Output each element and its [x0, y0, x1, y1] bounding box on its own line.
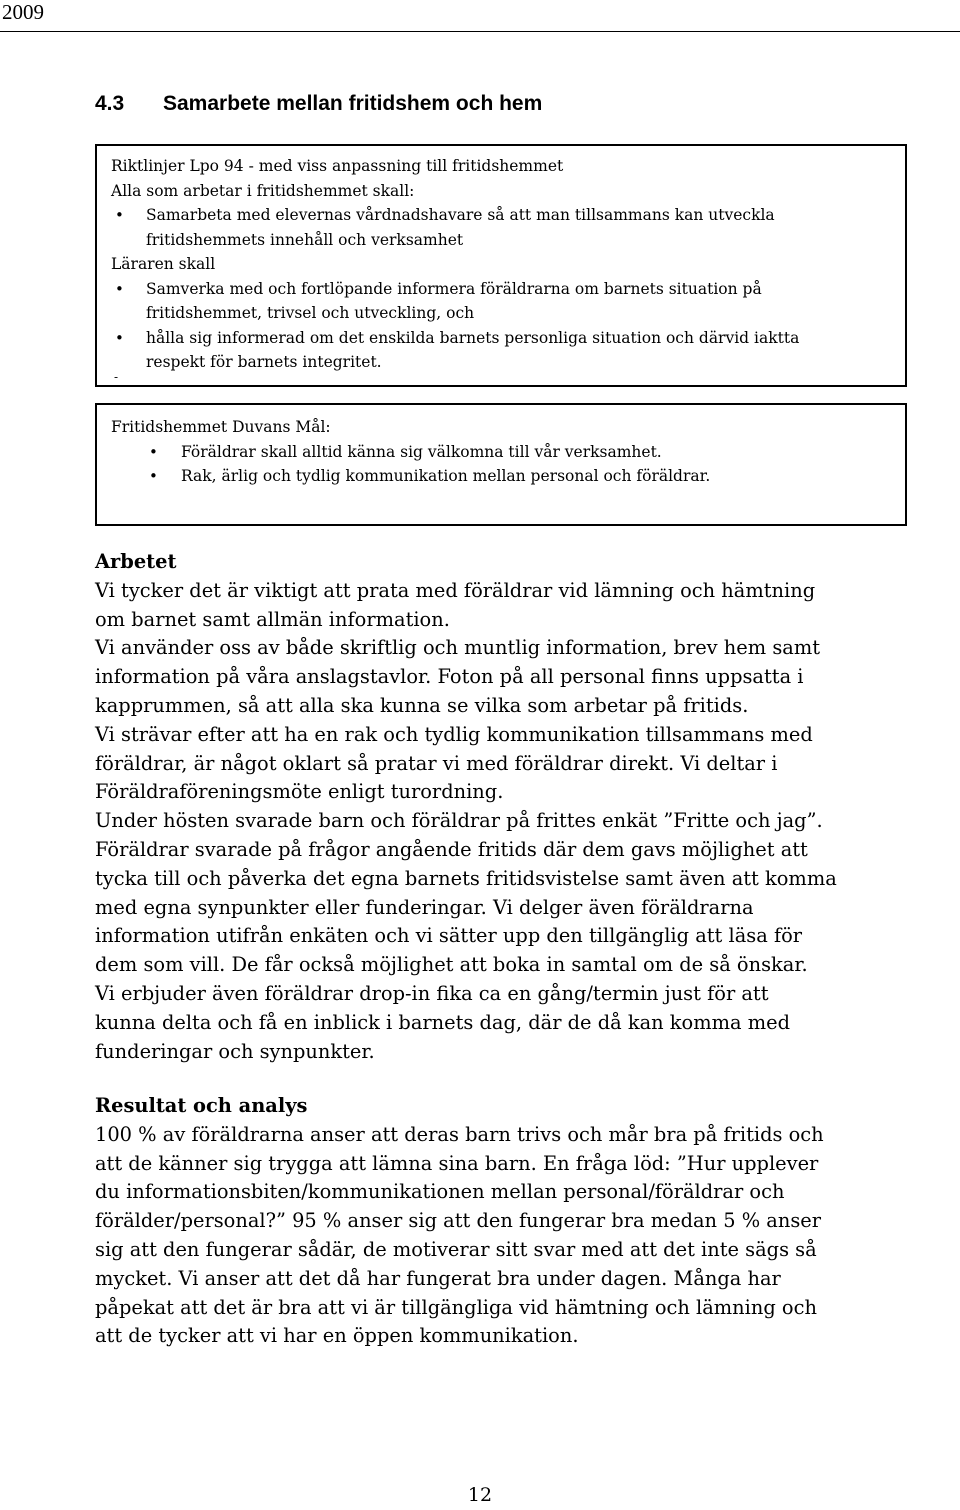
guidelines-subheading: Läraren skall — [111, 255, 216, 273]
body-line: du informationsbiten/kommunikationen mellan personal/föräldrar och — [95, 1180, 785, 1204]
bullet-icon: • — [115, 279, 124, 298]
resultat-section — [95, 1092, 875, 1351]
bullet-icon: • — [149, 442, 158, 461]
body-line: tycka till och påverka det egna barnets fritidsvistelse samt även att komma — [95, 866, 837, 890]
body-line: Föräldrar svarade på frågor angående fritids där dem gavs möjlighet att — [95, 837, 808, 861]
bullet-line: fritidshemmet, trivsel och utveckling, och — [146, 304, 475, 322]
body-line: funderingar och synpunkter. — [95, 1039, 375, 1063]
body-line: kunna delta och få en inblick i barnets dag, där de då kan komma med — [95, 1010, 790, 1034]
bullet-icon: • — [115, 206, 124, 224]
section-number: 4.3 — [95, 92, 125, 115]
body-line: med egna synpunkter eller funderingar. Vi delger även föräldrarna — [95, 895, 754, 919]
body-line: Vi erbjuder även föräldrar drop-in fika ca en gång/termin just för att — [95, 981, 769, 1005]
goals-title: Fritidshemmet Duvans Mål: — [111, 418, 331, 436]
bullet-line: hålla sig informerad om det enskilda barnets personliga situation och därvid iaktta — [146, 328, 800, 347]
body-line: att de känner sig trygga att lämna sina barn. En fråga löd: ”Hur upplever — [95, 1151, 819, 1175]
guidelines-bullet-item — [111, 326, 905, 375]
body-line: information på våra anslagstavlor. Foton på all personal finns uppsatta i — [95, 665, 804, 689]
bullet-line: fritidshemmets innehåll och verksamhet — [146, 230, 464, 249]
guidelines-lines — [111, 154, 905, 383]
bullet-line: Samarbeta med elevernas vårdnadshavare så att man tillsammans kan utveckla — [146, 206, 775, 224]
guidelines-line: Riktlinjer Lpo 94 - med viss anpassning till fritidshemmet — [111, 157, 564, 175]
trailing-dash: - — [114, 369, 119, 384]
body-line: Vi strävar efter att ha en rak och tydlig kommunikation tillsammans med — [95, 722, 813, 746]
goal-text: Rak, ärlig och tydlig kommunikation mellan personal och föräldrar. — [181, 467, 711, 485]
guidelines-line: Alla som arbetar i fritidshemmet skall: — [111, 181, 415, 200]
body-line: dem som vill. De får också möjlighet att boka in samtal om de så önskar. — [95, 953, 808, 977]
body-line: 100 % av föräldrarna anser att deras barn trivs och mår bra på fritids och — [95, 1122, 824, 1146]
goals-box — [95, 403, 907, 526]
goals-lines — [111, 415, 905, 489]
body-line: att de tycker att vi har en öppen kommunikation. — [95, 1324, 579, 1348]
body-line: mycket. Vi anser att det då har fungerat bra under dagen. Många har — [95, 1266, 781, 1290]
body-line: föräldrar, är något oklart så pratar vi med föräldrar direkt. Vi deltar i — [95, 751, 778, 775]
header-year: 2009 — [2, 0, 44, 24]
guidelines-bullet-item — [111, 203, 905, 252]
goals-bullet-item — [111, 440, 905, 465]
body-line: Föräldraföreningsmöte enligt turordning. — [95, 780, 504, 804]
section-title-text: Samarbete mellan fritidshem och hem — [163, 92, 543, 115]
body-line: sig att den fungerar sådär, de motiverar sitt svar med att det inte sägs så — [95, 1237, 817, 1261]
arbetet-section — [95, 548, 875, 1066]
bullet-line: Samverka med och fortlöpande informera föräldrarna om barnets situation på — [146, 279, 762, 298]
body-line: förälder/personal?” 95 % anser sig att den fungerar bra medan 5 % anser — [95, 1209, 822, 1233]
goals-bullet-item — [111, 464, 905, 489]
bullet-line: respekt för barnets integritet. — [146, 353, 382, 371]
bullet-icon: • — [149, 467, 158, 485]
body-line: påpekat att det är bra att vi är tillgängliga vid hämtning och lämning och — [95, 1295, 817, 1319]
bullet-icon: • — [115, 328, 124, 347]
section-title — [95, 92, 542, 116]
guidelines-box — [95, 144, 907, 387]
body-line: Vi använder oss av både skriftlig och muntlig information, brev hem samt — [95, 636, 821, 660]
body-line: information utifrån enkäten och vi sätter upp den tillgänglig att läsa för — [95, 924, 803, 948]
body-line: kapprummen, så att alla ska kunna se vilka som arbetar på fritids. — [95, 693, 749, 717]
body-line: Vi tycker det är viktigt att prata med föräldrar vid lämning och hämtning — [95, 578, 816, 602]
arbetet-heading: Arbetet — [95, 550, 177, 573]
goal-text: Föräldrar skall alltid känna sig välkomna till vår verksamhet. — [181, 442, 662, 461]
body-line: Under hösten svarade barn och föräldrar på frittes enkät ”Fritte och jag”. — [95, 809, 823, 833]
header-rule — [0, 31, 960, 32]
body-line: om barnet samt allmän information. — [95, 607, 450, 631]
page-number: 12 — [467, 1484, 493, 1506]
guidelines-bullet-item — [111, 277, 905, 326]
resultat-heading: Resultat och analys — [95, 1094, 308, 1117]
